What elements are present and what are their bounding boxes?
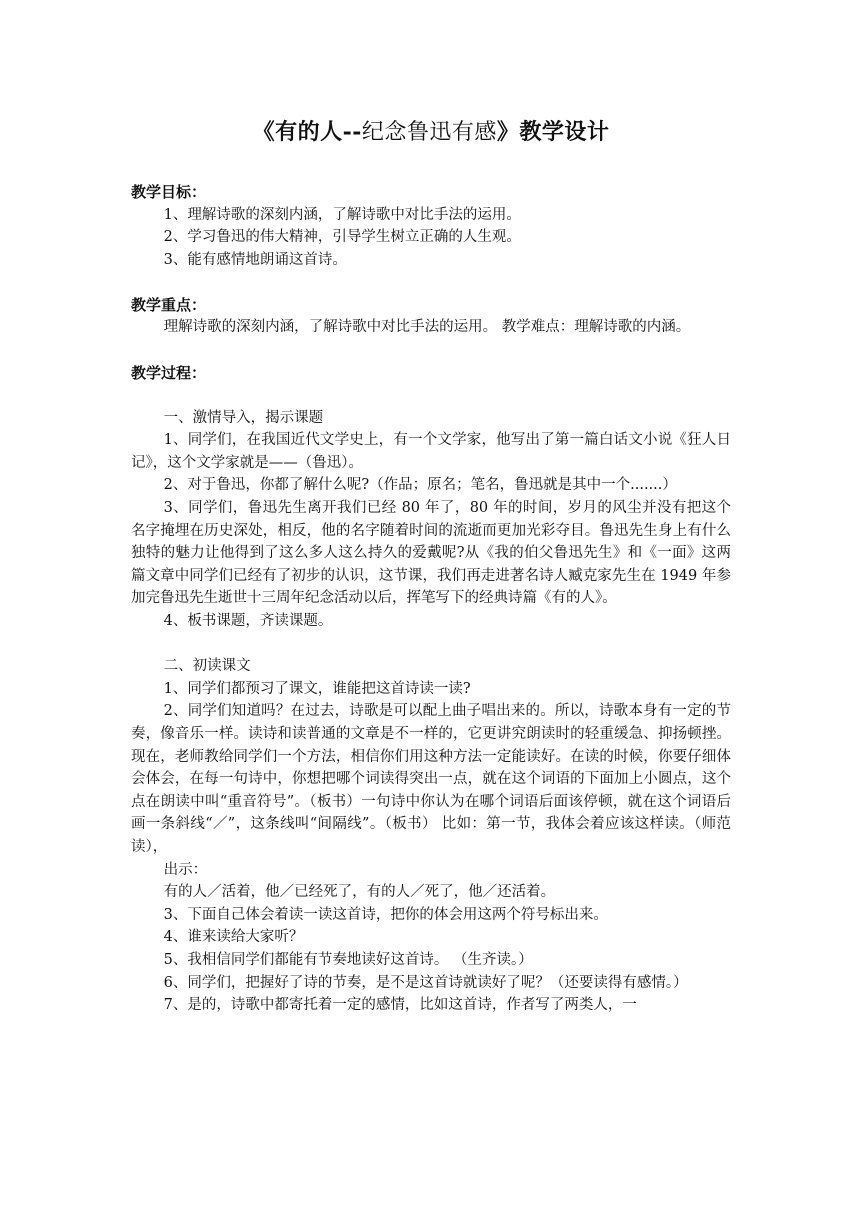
process-item: 3、下面自己体会着读一读这首诗，把你的体会用这两个符号标出来。 [163,906,608,923]
title-main-close: 》教学设计 [496,119,610,145]
objectives-heading: 教学目标： [131,183,207,201]
document-page [131,118,731,1017]
process-item: 2、对于鲁迅，你都了解什么呢?（作品；原名；笔名，鲁迅就是其中一个.......） [163,477,677,494]
section-title-first-reading: 二、初读课文 [163,658,251,675]
focus-heading: 教学重点： [131,295,207,314]
objective-item: 1、理解诗歌的深刻内涵，了解诗歌中对比手法的运用。 [163,206,521,223]
section-title-intro: 一、激情导入，揭示课题 [163,409,324,426]
spacer [131,271,731,294]
focus-text: 理解诗歌的深刻内涵，了解诗歌中对比手法的运用。 教学难点：理解诗歌的内涵。 [163,319,691,336]
process-item: 4、谁来读给大家听？ [163,929,304,946]
process-item: 6、同学们，把握好了诗的节奏，是不是这首诗就读好了呢？（还要读得有感情。） [163,974,688,991]
objective-item: 3、能有感情地朗诵这首诗。 [163,251,347,268]
spacer [131,339,731,362]
process-item: 5、我相信同学们都能有节奏地读好这首诗。 （生齐读。） [163,951,533,968]
process-item: 4、板书课题，齐读课题。 [163,613,333,629]
title-main-open: 《有的人-- [252,119,362,145]
process-heading: 教学过程： [131,363,207,382]
spacer [131,384,731,407]
process-item: 出示： [163,861,208,878]
process-item: 3、同学们，鲁迅先生离开我们已经 80 年了，80 年的时间，岁月的风尘并没有把这个名字掩埋在历史深处，相反，他的名字随着时间的流逝而更加光彩夺目。鲁迅先生身上有什么独特的魅力让他得到了这么多人这么持久的爱戴呢?从《我的伯父鲁迅先生》和《一面》这两篇文章中同学们已经有了初步的认识，这节课，我们再走进著名诗人臧克家先生在 1949 年参加完鲁迅先生逝世十三周年纪念活动以后，挥笔写下的经典诗篇《有的人》。 [131,500,731,607]
spacer [131,633,731,656]
process-item: 1、同学们，在我国近代文学史上，有一个文学家，他写出了第一篇白话文小说《狂人日记》，这个文学家就是——（鲁迅）。 [131,432,731,471]
process-item: 1、同学们都预习了课文，谁能把这首诗读一读? [163,680,471,697]
process-item: 2、同学们知道吗？在过去，诗歌是可以配上曲子唱出来的。所以，诗歌本身有一定的节奏，像音乐一样。读诗和读普通的文章是不一样的，它更讲究朗读时的轻重缓急、抑扬顿挫。现在，老师教给同学们一个方法，相信你们用这种方法一定能读好。在读的时候，你要仔细体会体会，在每一句诗中，你想把哪个词读得突出一点，就在这个词语的下面加上小圆点，这个点在朗读中叫“重音符号”。（板书）一句诗中你认为在哪个词语后面该停顿，就在这个词语后画一条斜线“／”，这条线叫“间隔线”。（板书） 比如：第一节，我体会着应该这样读。（师范读）， [131,703,731,855]
objective-item: 2、学习鲁迅的伟大精神，引导学生树立正确的人生观。 [163,229,521,246]
process-item: 7、是的，诗歌中都寄托着一定的感情，比如这首诗，作者写了两类人，一 [163,997,637,1014]
poem-example: 有的人／活着，他／已经死了，有的人／死了，他／还活着。 [163,884,556,901]
document-title [131,118,731,147]
title-subtitle: 纪念鲁迅有感 [361,120,497,145]
